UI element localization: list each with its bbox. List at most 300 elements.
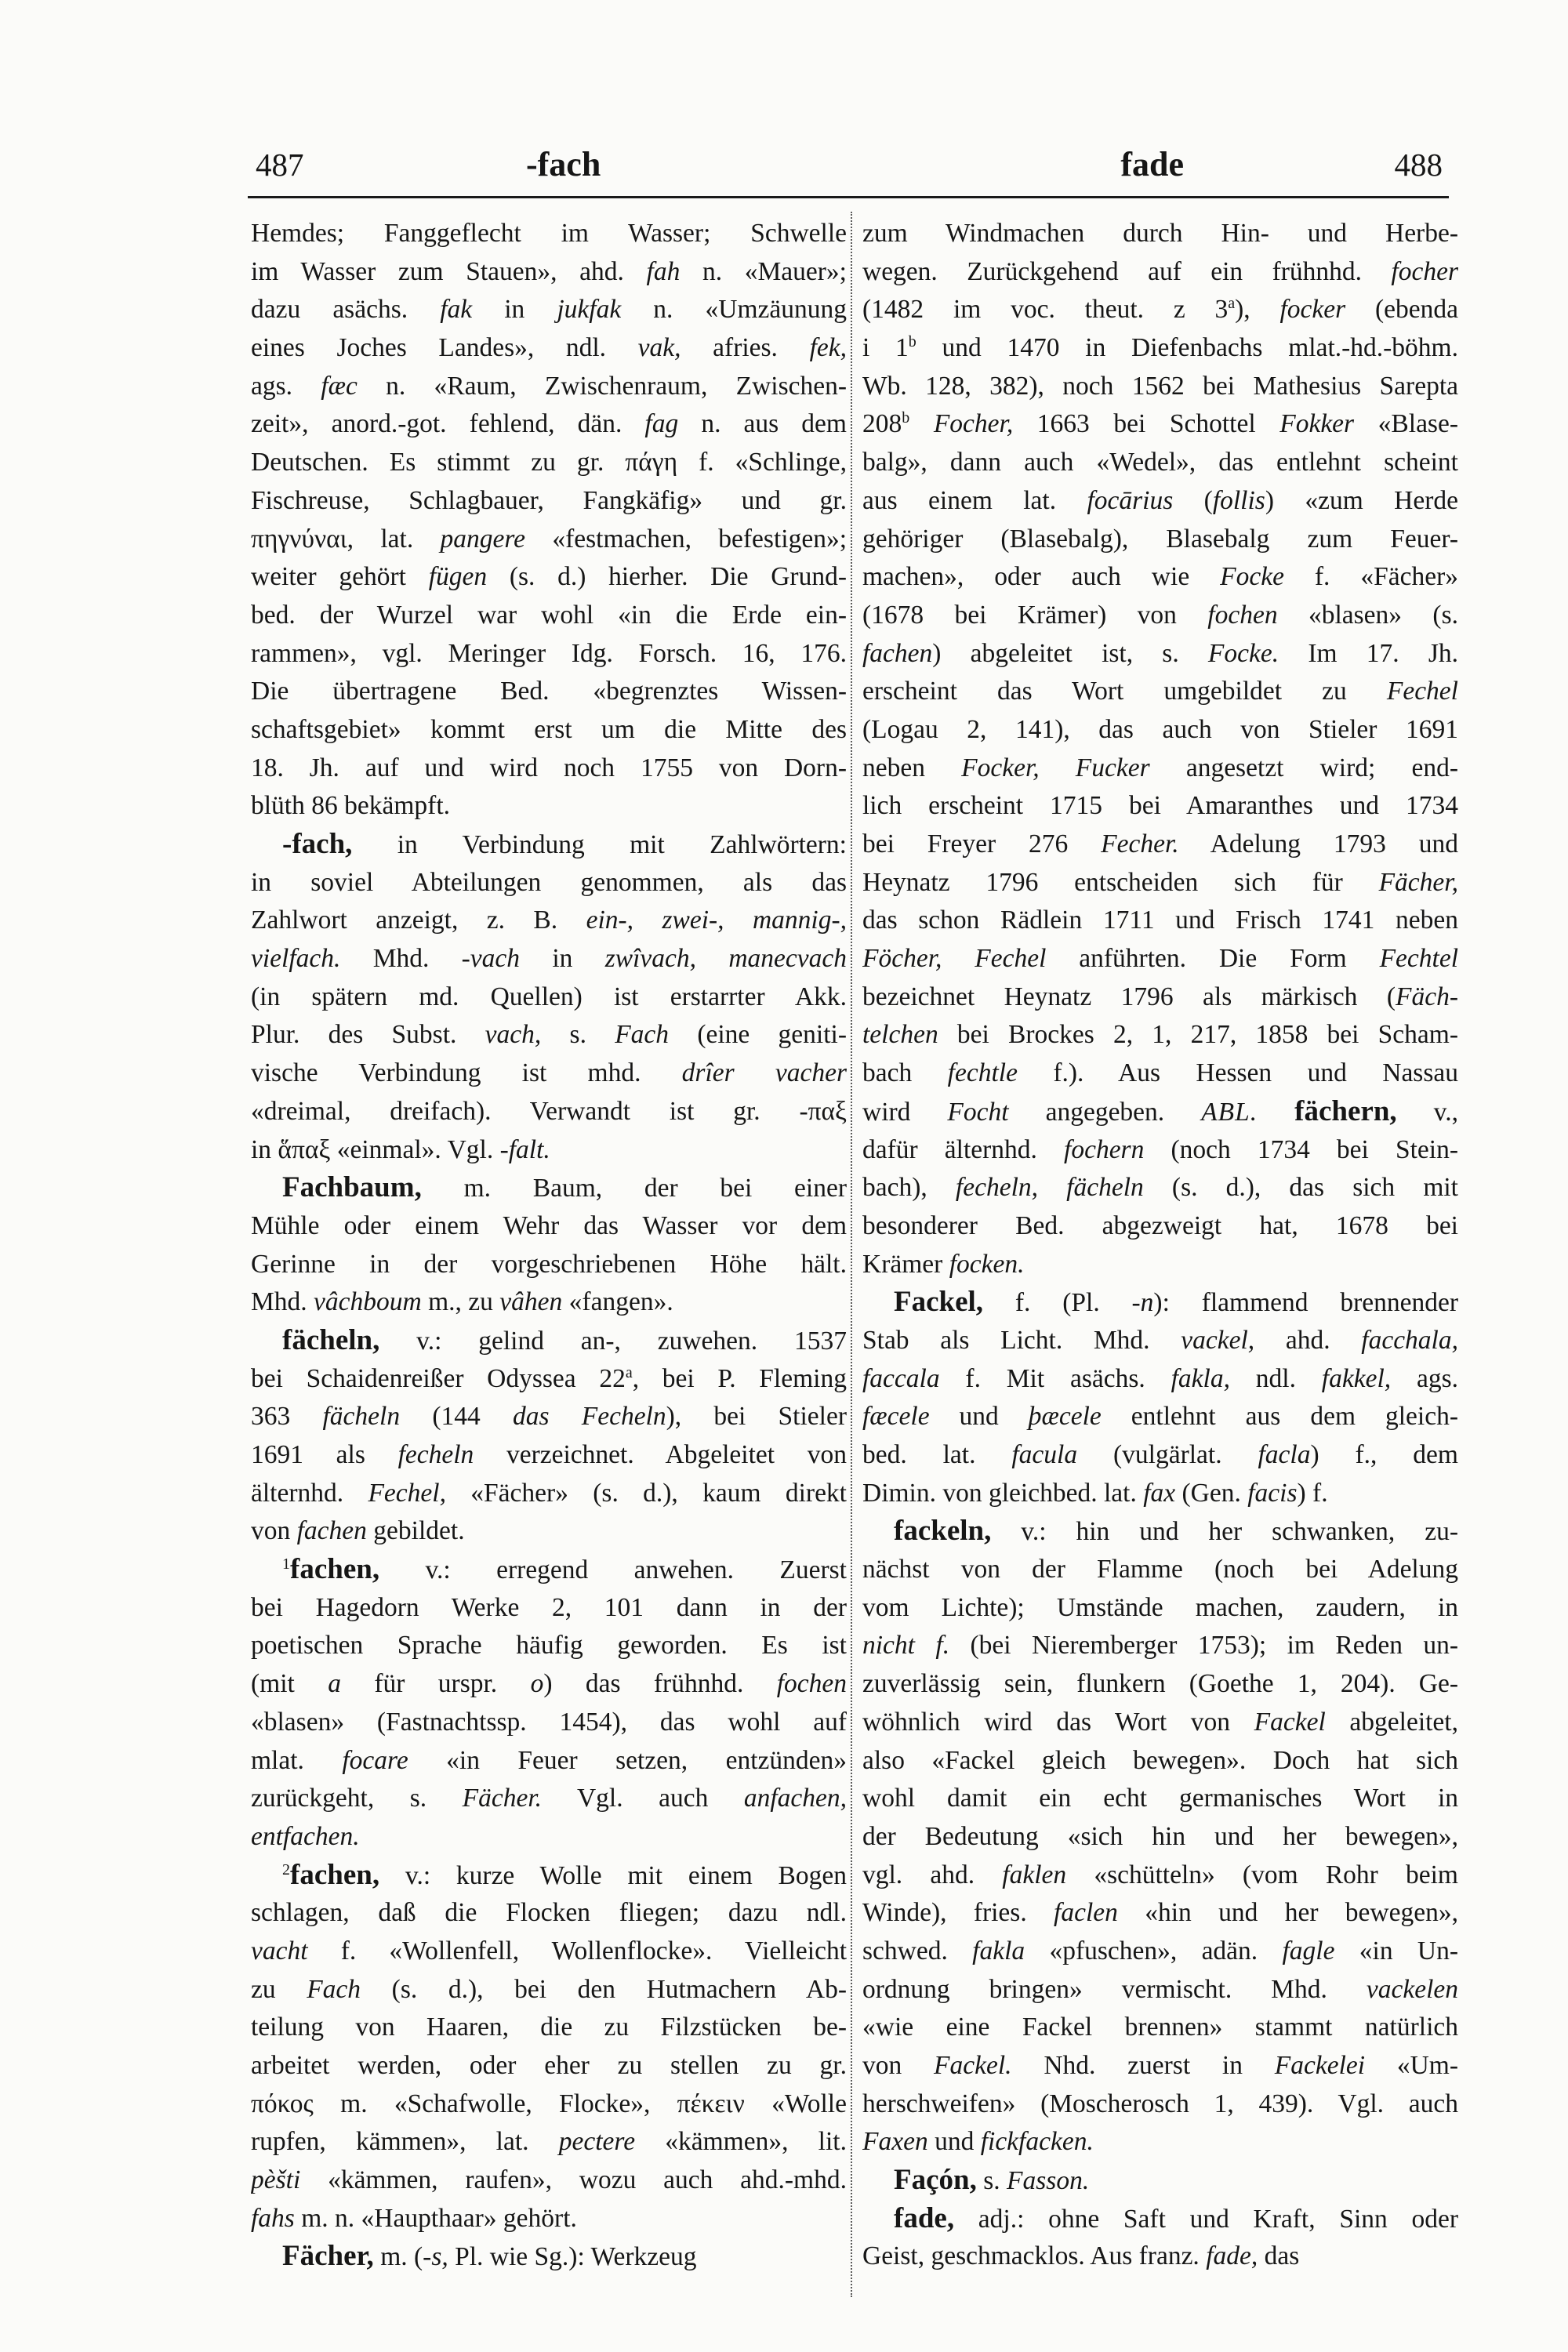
text-span: angegeben.	[1008, 1097, 1202, 1127]
text-span: verzeichnet. Abgeleitet von	[474, 1440, 847, 1469]
italic-text: Focker, Fucker	[961, 753, 1150, 782]
text-span: bezeichnet Heynatz 1796 als märkisch (	[862, 982, 1396, 1011]
text-span: wohl damit ein echt germanisches Wort in	[862, 1784, 1458, 1813]
text-span: , bei P. Fleming	[632, 1363, 847, 1393]
italic-text: ein-, zwei-, mannig-,	[586, 906, 847, 935]
italic-text: s,	[431, 2242, 448, 2272]
superscript: a	[625, 1363, 633, 1381]
text-line	[862, 1131, 1458, 1170]
italic-text: pèšti	[251, 2165, 301, 2195]
right-column	[862, 215, 1458, 2276]
text-span: «schütteln» (vom Rohr beim	[1066, 1860, 1458, 1889]
italic-text: Fechel	[1386, 677, 1458, 706]
text-line	[862, 1169, 1458, 1207]
text-line	[251, 635, 847, 673]
text-span: der Bedeutung «sich hin und her bewegen»,	[862, 1821, 1458, 1851]
text-span: «dreimal, dreifach). Verwandt ist gr. -παξ	[251, 1096, 847, 1126]
text-line	[862, 750, 1458, 788]
headword: Façón,	[894, 2164, 977, 2197]
text-line	[862, 253, 1458, 292]
text-line	[862, 1436, 1458, 1475]
text-line	[862, 711, 1458, 750]
text-span: 1663 bei Schottel	[1013, 409, 1280, 439]
text-span: (s. d.), bei den Hutmachern Ab-	[361, 1974, 847, 2004]
text-line	[251, 1475, 847, 1513]
text-span: schwed.	[862, 1936, 973, 1965]
text-span: das schon Rädlein 1711 und Frisch 1741 neben	[862, 906, 1458, 935]
text-line	[862, 558, 1458, 597]
left-column	[251, 215, 847, 2276]
text-span: neben	[862, 753, 962, 782]
text-span: bed. der Wurzel war wohl «in die Erde ein-	[251, 600, 847, 630]
italic-text: pectere	[558, 2127, 636, 2157]
italic-text: fæc	[321, 371, 358, 401]
text-span: schaftsgebiet» kommt erst um die Mitte des	[251, 714, 847, 744]
headword: fächeln,	[282, 1323, 380, 1356]
text-line	[862, 1627, 1458, 1665]
text-line	[862, 405, 1458, 444]
text-line	[251, 1207, 847, 1246]
text-line	[862, 1857, 1458, 1895]
text-span: f. «Fächer»	[1283, 562, 1458, 592]
text-line	[251, 1933, 847, 1971]
text-line	[862, 902, 1458, 940]
text-span: Heynatz 1796 entscheiden sich für	[862, 867, 1379, 897]
text-span: n. «Mauer»;	[680, 256, 847, 286]
italic-text: entfachen.	[251, 1821, 360, 1851]
text-span: (vulgärlat.	[1077, 1440, 1258, 1469]
header-rule	[248, 196, 1449, 198]
text-span: 363	[251, 1402, 323, 1432]
text-span: afries.	[681, 333, 810, 363]
text-span: Fischreuse, Schlagbauer, Fangkäfig» und gr.	[251, 485, 847, 515]
text-line	[862, 826, 1458, 864]
headword: fachen,	[290, 1858, 380, 1891]
text-span: Adelung 1793 und	[1178, 829, 1458, 858]
text-span: Hemdes; Fanggeflecht im Wasser; Schwelle	[251, 219, 847, 248]
text-line	[862, 1933, 1458, 1971]
text-line	[862, 1093, 1458, 1131]
text-line	[862, 1780, 1458, 1818]
text-line	[862, 2200, 1458, 2238]
text-line	[862, 2047, 1458, 2085]
text-line	[251, 1551, 847, 1589]
superscript: 2	[282, 1860, 290, 1878]
text-line	[251, 1398, 847, 1436]
text-span: erscheint das Wort umgebildet zu	[862, 677, 1387, 706]
text-span: wegen. Zurückgehend auf ein frühnhd.	[862, 256, 1392, 286]
text-span: älternhd.	[251, 1478, 368, 1508]
text-span: «fangen».	[562, 1287, 673, 1317]
text-span: (	[1173, 485, 1213, 515]
text-span: ahd.	[1254, 1325, 1362, 1355]
italic-text: fechtle	[947, 1058, 1018, 1088]
text-line	[251, 1512, 847, 1551]
italic-text: Fechel,	[368, 1478, 446, 1508]
italic-text: fade,	[1206, 2241, 1258, 2271]
headword: fächern,	[1294, 1094, 1397, 1127]
text-line	[862, 1551, 1458, 1589]
text-line	[862, 1054, 1458, 1093]
text-span: vische Verbindung ist mhd.	[251, 1058, 682, 1088]
text-span: bei Hagedorn Werke 2, 101 dann in der	[251, 1592, 847, 1622]
text-span: (eine geniti-	[669, 1020, 847, 1050]
text-span: f. Mit asächs.	[939, 1363, 1171, 1393]
text-span: «kämmen, raufen», wozu auch ahd.-mhd.	[300, 2165, 847, 2195]
text-line	[862, 1704, 1458, 1742]
italic-text: þæcele	[1028, 1402, 1102, 1432]
text-line	[251, 405, 847, 444]
text-line	[862, 2123, 1458, 2161]
italic-text: vak,	[637, 333, 681, 363]
italic-text: Focher,	[933, 409, 1014, 439]
text-line	[251, 1780, 847, 1818]
text-line	[251, 1131, 847, 1170]
text-span: «Blase-	[1354, 409, 1458, 439]
text-span: Nhd. zuerst in	[1011, 2051, 1275, 2080]
italic-text: fek,	[809, 333, 847, 363]
text-span: (Logau 2, 141), das auch von Stieler 1691	[862, 714, 1458, 744]
italic-text: faclen	[1054, 1898, 1118, 1928]
italic-text: fak	[440, 295, 473, 325]
text-line	[251, 329, 847, 368]
text-span: Mhd.	[251, 1287, 314, 1317]
italic-text: Föcher, Fechel	[862, 944, 1047, 974]
text-span: Zahlwort anzeigt, z. B.	[251, 906, 586, 935]
text-span: also «Fackel gleich bewegen». Doch hat sich	[862, 1745, 1458, 1775]
text-span: v.: hin und her schwanken, zu-	[991, 1517, 1458, 1547]
text-span: (144	[400, 1402, 513, 1432]
italic-text: fügen	[428, 562, 488, 592]
text-span: mlat.	[251, 1745, 343, 1775]
text-span: «in Feuer setzen, entzünden»	[408, 1745, 847, 1775]
page-number-right: 488	[1394, 147, 1443, 183]
text-span: zeit», anord.-got. fehlend, dän.	[251, 409, 645, 439]
text-span: ) abgeleitet ist, s.	[932, 638, 1208, 668]
italic-text: vâchboum	[314, 1287, 422, 1317]
text-line	[251, 521, 847, 559]
text-line	[251, 1627, 847, 1665]
text-span: (1678 bei Krämer) von	[862, 600, 1208, 630]
text-span: weiter gehört	[251, 562, 429, 592]
italic-text: n	[1140, 1288, 1154, 1318]
superscript: b	[902, 409, 910, 427]
italic-text: faklen	[1002, 1860, 1067, 1889]
text-span: von	[862, 2051, 935, 2080]
text-span: v.: gelind an-, zuwehen. 1537	[379, 1326, 847, 1356]
italic-text: Fach	[615, 1020, 670, 1050]
text-line	[251, 368, 847, 406]
text-span: schlagen, daß die Flocken fliegen; dazu ndl.	[251, 1898, 847, 1928]
text-line	[251, 750, 847, 788]
text-span: m., zu	[421, 1287, 500, 1317]
text-line	[862, 673, 1458, 711]
italic-text: o	[530, 1669, 544, 1699]
italic-text: focher	[1391, 256, 1458, 286]
italic-text: anfachen,	[743, 1784, 847, 1813]
text-span: n. «Raum, Zwischenraum, Zwischen-	[357, 371, 847, 401]
text-line	[251, 2009, 847, 2047]
text-line	[251, 444, 847, 482]
text-span: in ἅπαξ «einmal». Vgl.	[251, 1134, 500, 1164]
italic-text: focken.	[949, 1249, 1025, 1279]
italic-text: Fecher.	[1101, 829, 1179, 858]
text-span: herschweifen» (Moscherosch 1, 439). Vgl. auch	[862, 2089, 1458, 2118]
italic-text: Focht	[947, 1097, 1009, 1127]
text-line	[862, 2161, 1458, 2200]
text-span: nächst von der Flamme (noch bei Adelung	[862, 1555, 1458, 1584]
italic-text: fecheln, fächeln	[955, 1173, 1144, 1203]
headword: fackeln,	[894, 1515, 992, 1548]
text-line	[251, 1742, 847, 1780]
text-line	[862, 215, 1458, 253]
text-span: bach	[862, 1058, 948, 1088]
text-line	[251, 1894, 847, 1933]
text-line	[862, 2085, 1458, 2124]
text-span: vgl. ahd.	[862, 1860, 1003, 1889]
column-divider	[851, 212, 852, 2297]
text-line	[251, 2238, 847, 2276]
text-span: v.: kurze Wolle mit einem Bogen	[379, 1860, 847, 1890]
superscript: b	[908, 332, 916, 350]
text-line	[862, 291, 1458, 329]
text-span: m. n. «Haupthaar» gehört.	[294, 2203, 577, 2233]
italic-text: a	[328, 1669, 341, 1699]
italic-text: Fächer,	[1378, 867, 1458, 897]
italic-text: vielfach.	[251, 944, 341, 974]
text-span: ags.	[1391, 1363, 1458, 1393]
italic-text: fagle	[1282, 1936, 1335, 1965]
text-line	[251, 1246, 847, 1284]
text-span: von	[251, 1516, 297, 1546]
text-span: bei Freyer 276	[862, 829, 1102, 858]
text-span: «hin und her bewegen»,	[1117, 1898, 1458, 1928]
text-line	[862, 1322, 1458, 1360]
text-span: f.). Aus Hessen und Nassau	[1017, 1058, 1458, 1088]
text-span: rupfen, kämmen», lat.	[251, 2127, 559, 2157]
text-line	[251, 2085, 847, 2124]
italic-text: -falt.	[499, 1134, 550, 1164]
text-span: besonderer Bed. abgezweigt hat, 1678 bei	[862, 1210, 1458, 1240]
headword: Fächer,	[282, 2240, 374, 2273]
text-line	[862, 1207, 1458, 1246]
text-span: Pl. wie Sg.): Werkzeug	[448, 2242, 697, 2272]
text-span: Die übertragene Bed. «begrenztes Wissen-	[251, 677, 847, 706]
italic-text: fochern	[1064, 1134, 1145, 1164]
text-span: für urspr.	[340, 1669, 531, 1699]
text-span: in soviel Abteilungen genommen, als das	[251, 867, 847, 897]
text-span: (in spätern md. Quellen) ist erstarrter Akk.	[251, 982, 847, 1011]
italic-text: faccala	[862, 1363, 940, 1393]
text-line	[862, 864, 1458, 902]
text-span: ), bei Stieler	[666, 1402, 847, 1432]
text-span: wöhnlich wird das Wort von	[862, 1707, 1254, 1737]
page-number-left: 487	[256, 147, 304, 183]
text-span: «Um-	[1365, 2051, 1458, 2080]
text-line	[862, 1283, 1458, 1322]
text-span: Plur. des Subst.	[251, 1020, 485, 1050]
text-line	[862, 1512, 1458, 1551]
italic-text: focārius	[1087, 485, 1174, 515]
text-line	[862, 1475, 1458, 1513]
text-line	[251, 1971, 847, 2009]
text-span: n. aus dem	[678, 409, 847, 439]
text-span: Vgl. auch	[542, 1784, 744, 1813]
headword: Fachbaum,	[282, 1171, 422, 1204]
text-line	[251, 1436, 847, 1475]
text-span: f. «Wollenfell, Wollenflocke». Vielleicht	[307, 1936, 847, 1965]
text-span: s.	[976, 2166, 1007, 2196]
italic-text: facla	[1258, 1440, 1311, 1469]
text-line	[251, 1857, 847, 1895]
text-span: aus einem lat.	[862, 485, 1087, 515]
text-span: zum Windmachen durch Hin- und Herbe-	[862, 219, 1458, 248]
text-span: gebildet.	[366, 1516, 465, 1546]
text-line	[862, 1971, 1458, 2009]
italic-text: fæcele	[862, 1402, 930, 1432]
text-span: Stab als Licht. Mhd.	[862, 1325, 1181, 1355]
text-line	[251, 1322, 847, 1360]
italic-text: Fackel	[1254, 1707, 1326, 1737]
italic-text: fakkel,	[1321, 1363, 1392, 1393]
text-span: dazu asächs.	[251, 295, 441, 325]
italic-text: Fach	[307, 1974, 361, 2004]
text-span: πηγνύναι, lat.	[251, 524, 441, 554]
italic-text: nicht f.	[862, 1631, 950, 1661]
text-span: (s. d.), das sich mit	[1143, 1173, 1458, 1203]
text-line	[251, 253, 847, 292]
text-span: bei Schaidenreißer Odyssea 22	[251, 1363, 626, 1393]
text-span: «in Un-	[1334, 1936, 1458, 1965]
italic-text: fecheln	[397, 1440, 474, 1469]
text-span: «wie eine Fackel brennen» stammt natürlich	[862, 2013, 1458, 2042]
text-span: eines Joches Landes», ndl.	[251, 333, 638, 363]
text-span: Geist, geschmacklos. Aus franz.	[862, 2241, 1207, 2271]
text-line	[251, 215, 847, 253]
text-span: lich erscheint 1715 bei Amaranthes und 1734	[862, 791, 1458, 821]
text-line	[251, 1704, 847, 1742]
text-span: poetischen Sprache häufig geworden. Es ist	[251, 1631, 847, 1661]
italic-text: vâhen	[499, 1287, 563, 1317]
text-line	[251, 597, 847, 635]
text-line	[251, 826, 847, 864]
text-span: entlehnt aus dem gleich-	[1101, 1402, 1458, 1432]
text-span: (noch 1734 bei Stein-	[1144, 1134, 1458, 1164]
text-span: zurückgeht, s.	[251, 1784, 463, 1813]
text-line	[862, 1016, 1458, 1054]
italic-text: Fechtel	[1379, 944, 1458, 974]
text-span: angesetzt wird; end-	[1149, 753, 1458, 782]
text-span: in	[520, 944, 605, 974]
italic-text: fochen	[776, 1669, 847, 1699]
text-span: ): flammend brennender	[1153, 1288, 1458, 1318]
italic-text: telchen	[862, 1020, 938, 1050]
text-span: ndl.	[1229, 1363, 1322, 1393]
text-line	[862, 1742, 1458, 1780]
italic-text: fakla	[972, 1936, 1025, 1965]
text-span: (bei Nieremberger 1753); im Reden un-	[949, 1631, 1458, 1661]
text-span: n. «Umzäunung	[621, 295, 847, 325]
text-span: das	[1258, 2241, 1300, 2271]
text-line	[862, 1589, 1458, 1628]
italic-text: Fasson.	[1007, 2166, 1090, 2196]
text-span: ),	[1235, 295, 1280, 325]
abbreviation: ABL.	[1201, 1097, 1258, 1127]
text-line	[862, 521, 1458, 559]
text-span: i 1	[862, 333, 909, 363]
text-line	[251, 1665, 847, 1704]
text-span: m. Baum, der bei einer	[421, 1174, 847, 1203]
italic-text: das Fecheln	[512, 1402, 666, 1432]
text-line	[251, 1054, 847, 1093]
italic-text: follis	[1212, 485, 1265, 515]
text-line	[251, 1016, 847, 1054]
italic-text: focare	[342, 1745, 408, 1775]
italic-text: Focke.	[1207, 638, 1279, 668]
italic-text: Focke	[1220, 562, 1284, 592]
text-line	[251, 482, 847, 521]
italic-text: fächeln	[322, 1402, 401, 1432]
text-span: vom Lichte); Umstände machen, zaudern, in	[862, 1592, 1458, 1622]
text-line	[251, 787, 847, 826]
text-line	[862, 940, 1458, 978]
italic-text: Fokker	[1279, 409, 1355, 439]
italic-text: Fackel.	[934, 2051, 1012, 2080]
italic-text: facis	[1247, 1478, 1298, 1508]
text-line	[862, 597, 1458, 635]
text-span: teilung von Haaren, die zu Filzstücken be-	[251, 2013, 847, 2042]
text-line	[251, 2161, 847, 2200]
text-line	[862, 1665, 1458, 1704]
text-span: gehöriger (Blasebalg), Blasebalg zum Feuer-	[862, 524, 1458, 554]
headword: fade,	[894, 2201, 955, 2234]
text-line	[251, 1283, 847, 1322]
text-span: ags.	[251, 371, 321, 401]
text-span: zu	[251, 1974, 307, 2004]
text-line	[862, 1398, 1458, 1436]
italic-text: fachen	[862, 638, 933, 668]
italic-text: fax	[1143, 1478, 1176, 1508]
italic-text: Fächer.	[462, 1784, 543, 1813]
italic-text: focker	[1279, 295, 1346, 325]
text-line	[251, 978, 847, 1017]
text-span: ) «zum Herde	[1265, 485, 1458, 515]
text-line	[862, 2238, 1458, 2276]
italic-text: fochen	[1207, 600, 1278, 630]
text-span: bei Brockes 2, 1, 217, 1858 bei Scham-	[938, 1020, 1458, 1050]
headword: Fackel,	[894, 1286, 984, 1319]
text-span: f. (Pl. -	[983, 1288, 1141, 1318]
text-span: «kämmen», lit.	[635, 2127, 847, 2157]
text-span: bed. lat.	[862, 1440, 1012, 1469]
header-keyword-right: fade	[1120, 145, 1184, 183]
italic-text: facula	[1011, 1440, 1078, 1469]
text-line	[862, 787, 1458, 826]
text-span: machen», oder auch wie	[862, 562, 1221, 592]
text-line	[251, 2123, 847, 2161]
text-line	[862, 1360, 1458, 1399]
italic-text: jukfak	[557, 295, 622, 325]
text-span: 18. Jh. auf und wird noch 1755 von Dorn-	[251, 753, 847, 782]
text-line	[862, 329, 1458, 368]
text-line	[862, 444, 1458, 482]
text-line	[251, 711, 847, 750]
text-span: «blasen» (s.	[1277, 600, 1458, 630]
text-span: im Wasser zum Stauen», ahd.	[251, 256, 647, 286]
text-span: (Gen.	[1175, 1478, 1248, 1508]
italic-text: Fäch-	[1396, 982, 1458, 1011]
text-span: rammen», vgl. Meringer Idg. Forsch. 16, 176.	[251, 638, 847, 668]
